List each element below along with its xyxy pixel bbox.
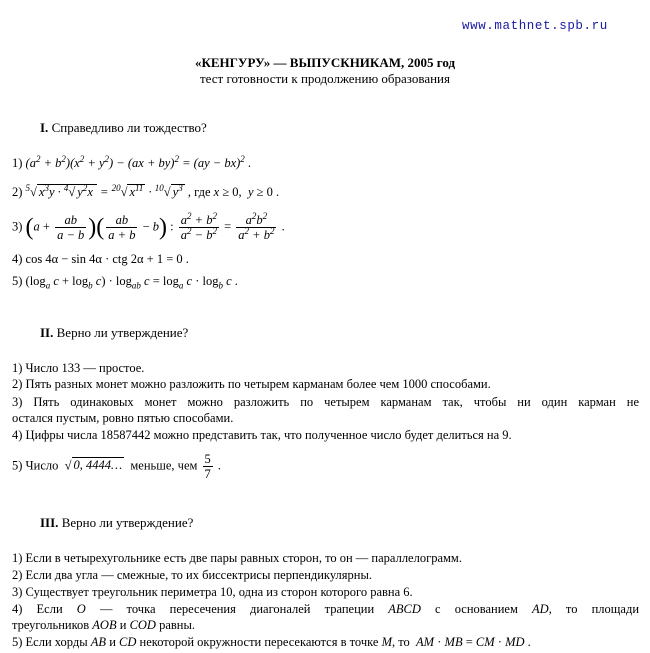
statement-2-3: 3) Пять одинаковых монет можно разложить по четырем карманам так, чтобы ни один карман не (12, 395, 639, 409)
statement-2-4: 4) Цифры числа 18587442 можно представить так, что полученное число будет делиться на 9. (12, 428, 512, 442)
section-2-heading (40, 325, 188, 341)
section-1-roman: I. (40, 120, 49, 135)
identity-1: 1) $(a^2 + b^2)(x^2 + y^2) - (ax + by)^2 = (ay - bx)^2$ . (12, 153, 252, 170)
item-number: 5) (12, 274, 23, 288)
statement-3-4-cont: треугольников AOB и COD равны. (12, 618, 196, 632)
statement-2-2: 2) Пять разных монет можно разложить по четырем карманам более чем 1000 способами. (12, 377, 491, 391)
identity-4: 4) cos 4α − sin 4α · ctg 2α + 1 = 0 . (12, 252, 189, 266)
statement-3-5: 5) Если хорды AB и CD некоторой окружности пересекаются в точке M, то AM · MB = CM · MD . (12, 635, 531, 649)
text-part: 4) Если (12, 602, 63, 616)
statement-3-2: 2) Если два угла — смежные, то их биссектрисы перпендикулярны. (12, 568, 372, 582)
text-part: — точка пересечения диагоналей трапеции (99, 602, 375, 616)
section-1-heading-text: Справедливо ли тождество? (51, 120, 207, 135)
item-number: 4) (12, 252, 23, 266)
section-3-heading (40, 515, 193, 531)
statement-2-3-cont: остался пустым, ровно пятью способами. (12, 411, 234, 425)
section-3-roman: III. (40, 515, 59, 530)
statement-3-3: 3) Существует треугольник периметра 10, одна из сторон которого равна 6. (12, 585, 413, 599)
page-title: «КЕНГУРУ» — ВЫПУСКНИКАМ, 2005 год (194, 55, 456, 70)
item-number: 2) (12, 185, 23, 199)
identity-3: 3) (a + $\frac{ab}{a - b}$ )( $\frac{ab}{a + b}$ − b) : $\frac{a^2 + b^2}{a^2 - b^2}$ = $\frac{a^2b^2}{a^2 + b^2}$ . (12, 210, 285, 242)
section-2-roman: II. (40, 325, 54, 340)
text-part: и (119, 618, 127, 632)
text-part: некоторой окружности пересекаются в точке (139, 635, 379, 649)
text-part: треугольников (12, 618, 90, 632)
item-number: 3) (12, 219, 23, 234)
condition-text: , где (187, 185, 211, 199)
section-1-heading (40, 120, 207, 136)
section-2-heading-text: Верно ли утверждение? (56, 325, 189, 340)
statement-2-5-pre: 5) Число (12, 458, 59, 473)
text-part: равны. (159, 618, 196, 632)
text-part: и (109, 635, 116, 649)
site-url[interactable]: www.mathnet.spb.ru (462, 19, 608, 33)
text-part: , то (391, 635, 410, 649)
section-3-heading-text: Верно ли утверждение? (61, 515, 194, 530)
identity-2: 2) $^5$√ $x^3y \cdot ^4√$ $y^2x = ^{20}√$ $x^{11} \cdot ^{10}√$ $y^3$ , где x ≥ 0, y ≥ 0 . (12, 182, 280, 199)
statement-3-1: 1) Если в четырехугольнике есть две пары равных сторон, то он — параллелограмм. (12, 551, 462, 565)
text-part: 5) Если хорды (12, 635, 88, 649)
statement-2-5-mid: меньше, чем (130, 458, 198, 473)
text-part: , то площади (548, 602, 640, 616)
statement-2-1: 1) Число 133 — простое. (12, 361, 145, 375)
item-number: 1) (12, 156, 23, 170)
page-subtitle: тест готовности к продолжению образования (199, 71, 450, 86)
statement-3-4: 4) Если O — точка пересечения диагоналей трапеции ABCD с основанием AD, то площади (12, 602, 640, 616)
statement-2-5: 5) Число √ 0, 4444… меньше, чем $\frac{5}{7}$ . (12, 452, 222, 481)
text-part: с основанием (435, 602, 518, 616)
identity-5: 5) ($\log_a$ $c + \log_b c) \cdot \log_{ab} c = \log_a c \cdot \log_b c$ . (12, 274, 238, 291)
